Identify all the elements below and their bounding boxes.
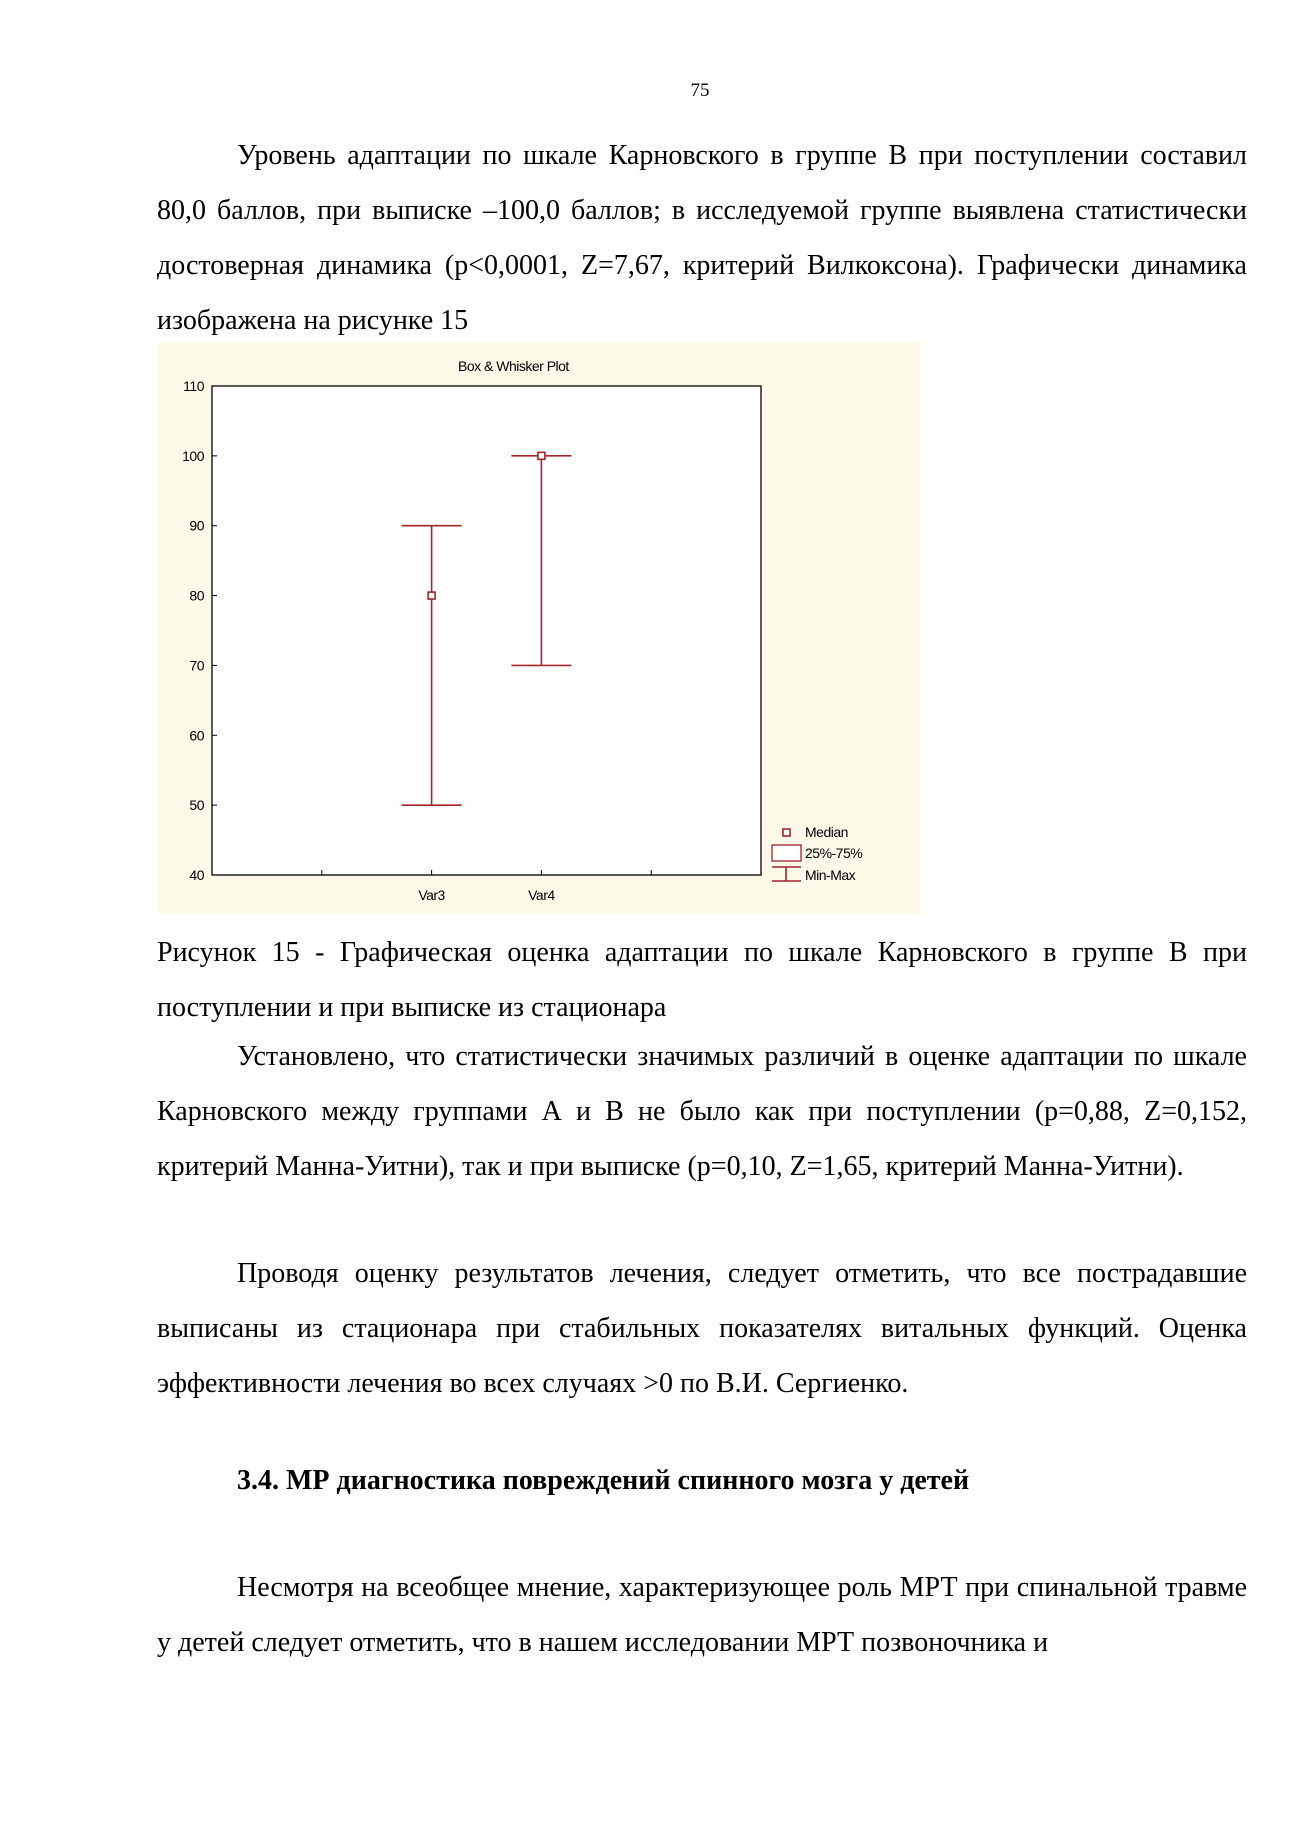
legend-box-label: 25%-75%	[805, 845, 863, 861]
figure-caption: Рисунок 15 - Графическая оценка адаптации по шкале Карновского в группе В при поступлении и при выписке из стационара	[157, 937, 1247, 1023]
tick-label-y-90: 90	[189, 517, 204, 534]
tick-label-y-40: 40	[189, 867, 204, 883]
tick-label-y-110: 110	[183, 378, 204, 394]
tick-label-y-100: 100	[182, 447, 204, 464]
paragraph-mri-intro: Несмотря на всеобщее мнение, характеризующее роль МРТ при спинальной травме у детей следует отметить, что в нашем исследовании МРТ позвоночника и	[157, 1572, 1247, 1658]
tick-label-y-50: 50	[189, 797, 204, 814]
median-marker-Var3	[428, 592, 435, 599]
tick-label-x-Var4: Var4	[528, 887, 555, 903]
box-whisker-chart	[157, 342, 920, 914]
section-heading: 3.4. МР диагностика повреждений спинного мозга у детей	[237, 1465, 970, 1496]
legend-median-label: Median	[805, 824, 848, 840]
legend-minmax-label: Min-Max	[805, 867, 856, 883]
tick-label-y-80: 80	[189, 587, 204, 604]
page-number: 75	[690, 80, 710, 101]
plot-area	[212, 386, 761, 875]
tick-label-x-Var3: Var3	[418, 887, 445, 903]
paragraph-group-comparison: Установлено, что статистически значимых различий в оценке адаптации по шкале Карновского между группами А и В не было как при поступлении (p=0,88, Z=0,152, критерий Манна-Уитни), так и при выписке (p=0,10, Z=1,65, критерий Манна-Уитни).	[157, 1041, 1247, 1182]
legend-box-marker	[772, 845, 801, 861]
tick-label-y-70: 70	[189, 657, 204, 674]
paragraph-karnovsky-group-b: Уровень адаптации по шкале Карновского в группе В при поступлении составил 80,0 баллов, при выписке –100,0 баллов; в исследуемой группе выявлена статистически достоверная динамика (p<0,0001, Z=7,67, критерий Вилкоксона). Графически динамика изображена на рисунке 15	[157, 140, 1247, 336]
chart-title: Box & Whisker Plot	[458, 358, 569, 374]
figure-box-whisker	[157, 342, 920, 914]
median-marker-Var4	[538, 452, 545, 459]
chart-legend	[772, 824, 862, 883]
legend-median-marker	[783, 829, 790, 836]
tick-label-y-60: 60	[189, 727, 204, 744]
paragraph-treatment-results: Проводя оценку результатов лечения, следует отметить, что все пострадавшие выписаны из стационара при стабильных показателях витальных функций. Оценка эффективности лечения во всех случаях >0 по В.И. Сергиенко.	[157, 1258, 1247, 1399]
